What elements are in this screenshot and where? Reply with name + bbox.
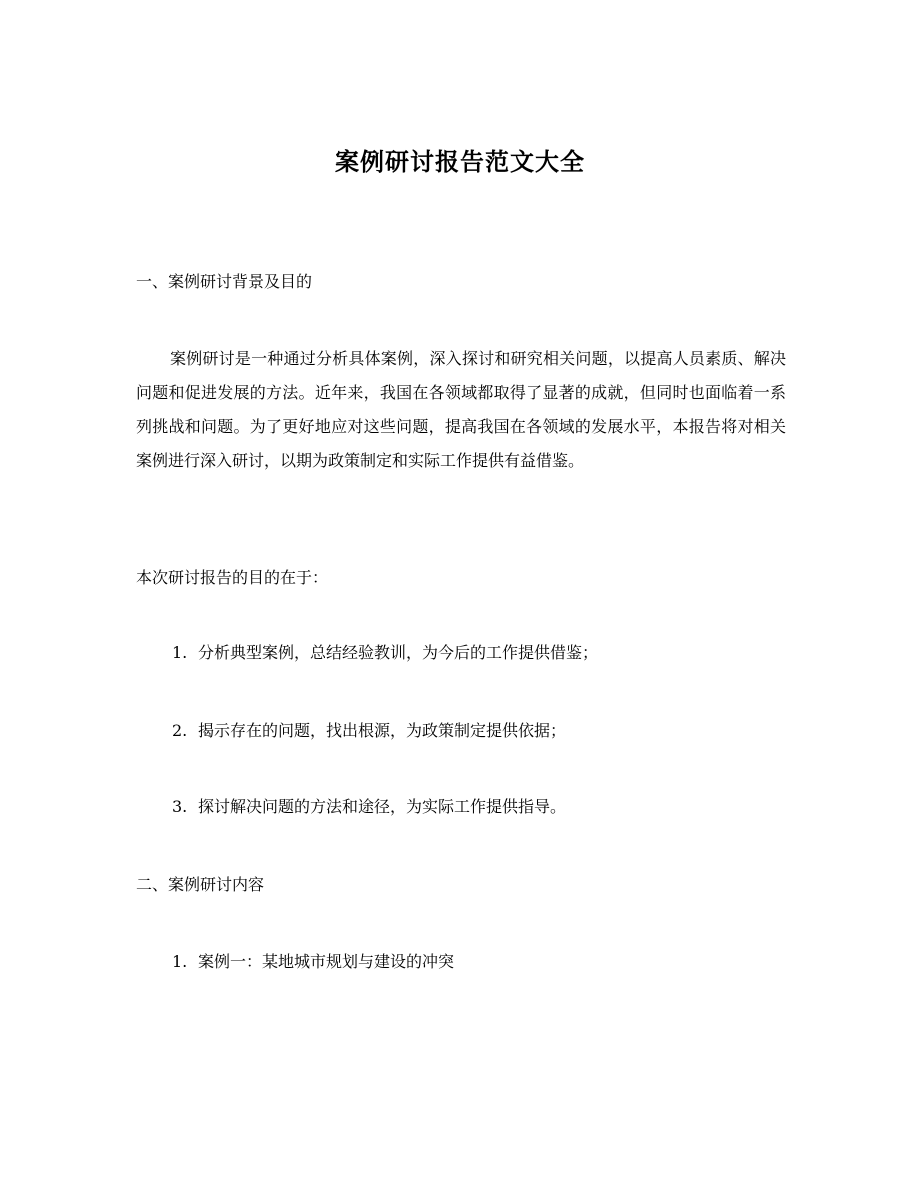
section-heading-1: 一、案例研讨背景及目的	[136, 272, 313, 291]
purpose-item-text: 分析典型案例，总结经验教训，为今后的工作提供借鉴；	[198, 643, 599, 662]
purpose-item	[172, 641, 598, 665]
purpose-item-number: 1.	[172, 643, 188, 662]
purpose-item	[172, 719, 566, 743]
purpose-item-text: 揭示存在的问题，找出根源，为政策制定提供依据；	[198, 721, 567, 740]
background-paragraph: 案例研讨是一种通过分析具体案例，深入探讨和研究相关问题，以提高人员素质、解决问题和促进发展的方法。近年来，我国在各领域都取得了显著的成就，但同时也面临着一系列挑战和问题。为了更好地应对这些问题，提高我国在各领域的发展水平，本报告将对相关案例进行深入研讨，以期为政策制定和实际工作提供有益借鉴。	[136, 349, 786, 470]
purpose-intro: 本次研讨报告的目的在于：	[136, 568, 329, 587]
case-item-number: 1.	[172, 952, 188, 971]
purpose-item	[172, 795, 566, 819]
purpose-item-number: 3.	[172, 797, 188, 816]
purpose-item-number: 2.	[172, 721, 188, 740]
document-title: 案例研讨报告范文大全	[335, 147, 585, 176]
section-heading-2: 二、案例研讨内容	[136, 875, 265, 894]
case-item	[172, 950, 454, 974]
purpose-item-text: 探讨解决问题的方法和途径，为实际工作提供指导。	[198, 797, 567, 816]
case-item-text: 案例一：某地城市规划与建设的冲突	[198, 952, 455, 971]
